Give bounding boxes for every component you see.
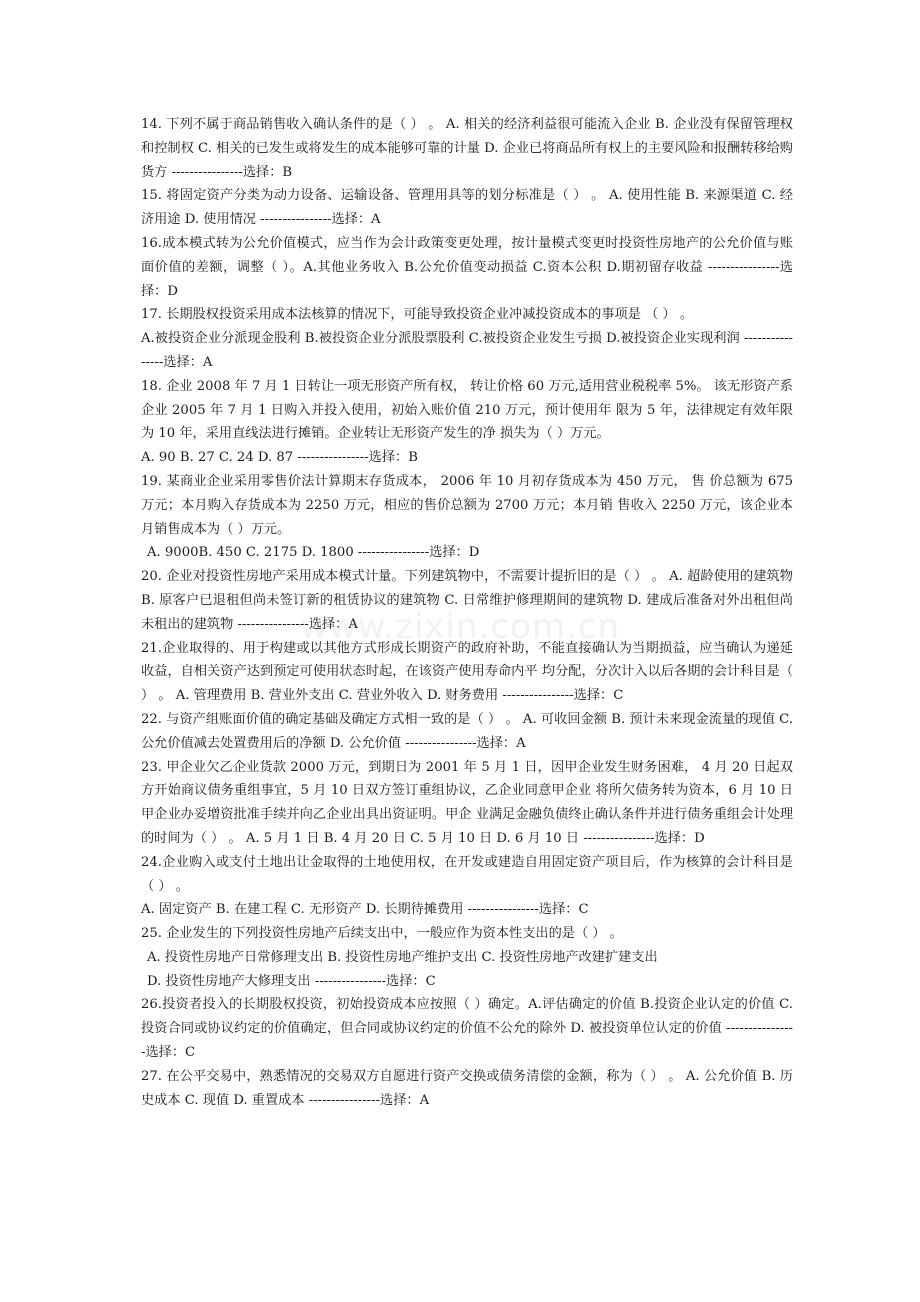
question-19-options: A. 9000B. 450 C. 2175 D. 1800 ----------------选择：D — [147, 545, 480, 561]
question-22: 22. 与资产组账面价值的确定基础及确定方式相一致的是（ ） 。 A. 可收回金额 B. 预计未来现金流量的现值 C. 公允价值减去处置费用后的净额 D. 公允价值 ----------------选择：A — [141, 711, 793, 751]
site-watermark: www.zixin.com.cn — [300, 607, 620, 647]
question-24-stem: 24.企业购入或支付土地出让金取得的土地使用权，在开发或建造自用固定资产项目后，作为核算的会计科目是（ ） 。 — [141, 854, 793, 894]
question-25-options-abc: A. 投资性房地产日常修理支出 B. 投资性房地产维护支出 C. 投资性房地产改建扩建支出 — [147, 949, 658, 965]
question-16: 16.成本模式转为公允价值模式，应当作为会计政策变更处理，按计量模式变更时投资性房地产的公允价值与账面价值的差额，调整（ ）。A.其他业务收入 B.公允价值变动损益 C.资本公积 D.期初留存收益 ----------------选择：D — [141, 235, 793, 299]
question-list — [141, 113, 793, 1112]
question-15: 15. 将固定资产分类为动力设备、运输设备、管理用具等的划分标准是（ ） 。 A. 使用性能 B. 来源渠道 C. 经济用途 D. 使用情况 ----------------选择：A — [141, 188, 793, 228]
question-26: 26.投资者投入的长期股权投资，初始投资成本应按照（ ）确定。A.评估确定的价值 B.投资企业认定的价值 C. 投资合同或协议约定的价值确定，但合同或协议约定的价值不公允的除外 D. 被投资单位认定的价值 ----------------选择：C — [141, 997, 793, 1061]
question-25-stem: 25. 企业发生的下列投资性房地产后续支出中，一般应作为资本性支出的是（ ） 。 — [141, 926, 623, 942]
question-25-options-d: D. 投资性房地产大修理支出 ----------------选择：C — [147, 973, 436, 989]
question-23: 23. 甲企业欠乙企业货款 2000 万元，到期日为 2001 年 5 月 1 日，因甲企业发生财务困难， 4 月 20 日起双方开始商议债务重组事宜，5 月 10 日双方签订重组协议，乙企业同意甲企业 将所欠债务转为资本，6 月 10 日甲企业办妥增资批准手续并向乙企业出具出资证明。甲企 业满足金融负债终止确认条件并进行债务重组会计处理的时间为（ ） 。 A. 5 月 1 日 B. 4 月 20 日 C. 5 月 10 日 D. 6 月 10 日 ----------------选择：D — [141, 759, 793, 846]
question-21: 21.企业取得的、用于构建或以其他方式形成长期资产的政府补助，不能直接确认为当期损益，应当确认为递延收益，自相关资产达到预定可使用状态时起，在该资产使用寿命内平 均分配，分次计入以后各期的会计科目是（ ） 。 A. 管理费用 B. 营业外支出 C. 营业外收入 D. 财务费用 ----------------选择：C — [141, 640, 793, 704]
question-24-options: A. 固定资产 B. 在建工程 C. 无形资产 D. 长期待摊费用 ----------------选择：C — [141, 902, 589, 918]
question-20: 20. 企业对投资性房地产采用成本模式计量。下列建筑物中，不需要计提折旧的是（ ） 。 A. 超龄使用的建筑物 B. 原客户已退租但尚未签订新的租赁协议的建筑物 C. 日常维护修理期间的建筑物 D. 建成后准备对外出租但尚未租出的建筑物 ----------------选择：A — [141, 569, 793, 632]
question-18-stem: 18. 企业 2008 年 7 月 1 日转让一项无形资产所有权， 转让价格 60 万元,适用营业税税率 5%。 该无形资产系企业 2005 年 7 月 1 日购入并投入使用，初始入账价值 210 万元，预计使用年 限为 5 年，法律规定有效年限为 10 年，采用直线法进行摊销。企业转让无形资产发生的净 损失为（ ）万元。 — [141, 378, 793, 442]
question-14: 14. 下列不属于商品销售收入确认条件的是（ ） 。 A. 相关的经济利益很可能流入企业 B. 企业没有保留管理权和控制权 C. 相关的已发生或将发生的成本能够可靠的计量 D. 企业已将商品所有权上的主要风险和报酬转移给购货方 ----------------选择：B — [141, 117, 793, 180]
question-18-options: A. 90 B. 27 C. 24 D. 87 ----------------选择：B — [141, 450, 418, 466]
question-27: 27. 在公平交易中，熟悉情况的交易双方自愿进行资产交换或债务清偿的金额，称为（ ） 。 A. 公允价值 B. 历史成本 C. 现值 D. 重置成本 ----------------选择：A — [141, 1068, 793, 1108]
question-17-options: A.被投资企业分派现金股利 B.被投资企业分派股票股利 C.被投资企业发生亏损 D.被投资企业实现利润 ----------------选择：A — [141, 331, 793, 370]
question-19-stem: 19. 某商业企业采用零售价法计算期末存货成本， 2006 年 10 月初存货成本为 450 万元， 售 价总额为 675 万元；本月购入存货成本为 2250 万元，相应的售价总额为 2700 万元；本月销 售收入 2250 万元，该企业本月销售成本为（ ）万元。 — [141, 473, 793, 537]
question-17-stem: 17. 长期股权投资采用成本法核算的情况下，可能导致投资企业冲减投资成本的事项是 （ ） 。 — [141, 307, 694, 323]
